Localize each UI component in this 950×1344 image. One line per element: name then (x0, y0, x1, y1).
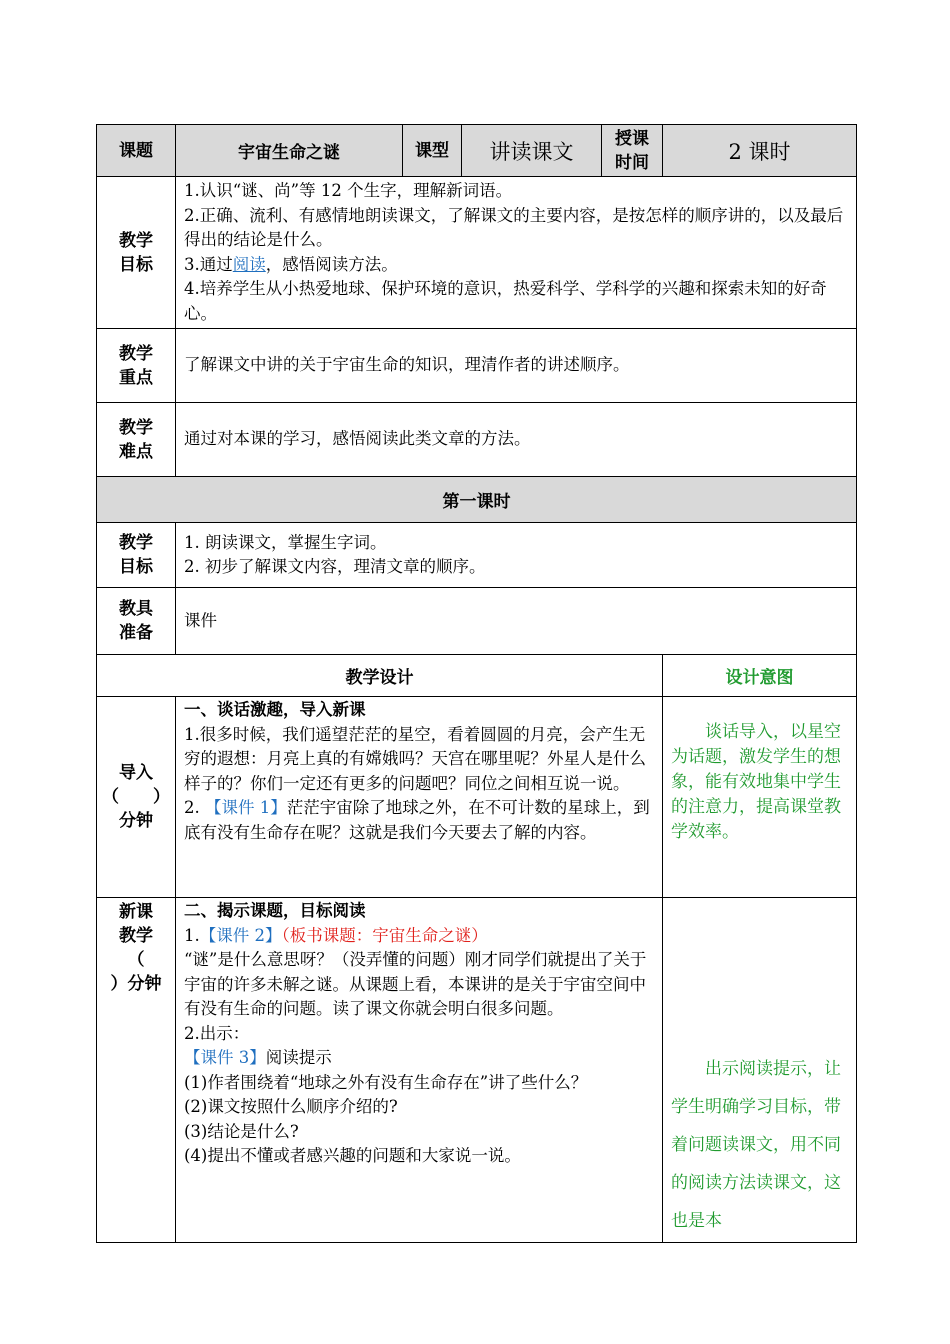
focus-label-line2: 重点 (119, 367, 153, 388)
lesson1-goals-label-line1: 教学 (119, 533, 153, 553)
goals-label (97, 177, 176, 329)
newlesson-label-line1: 新课 (119, 902, 153, 922)
intro-p2-text: 茫茫宇宙除了地球之外，在不可计数的星球上，到底有没有生命存在呢？这就是我们今天要去了解的内容。 (184, 798, 650, 842)
newlesson-content (176, 898, 663, 1243)
tools-label (97, 588, 176, 655)
tools-row (97, 588, 857, 655)
intro-heading: 一、谈话激趣，导入新课 (184, 700, 366, 719)
focus-row (97, 329, 857, 403)
difficulty-row (97, 403, 857, 477)
lesson1-goals-label (97, 523, 176, 588)
lesson1-goals-label-line2: 目标 (119, 557, 153, 577)
time-value: 2 课时 (663, 125, 857, 177)
tools-text: 课件 (176, 588, 857, 655)
intro-intent-cell (663, 697, 857, 898)
goals-label-line1: 教学 (119, 230, 153, 251)
type-value: 讲读课文 (462, 125, 602, 177)
intro-p2-num: 2. (184, 798, 205, 817)
courseware-2-tag: 【课件 2】 (199, 925, 282, 945)
newlesson-label (97, 898, 176, 1243)
goal-item-4: 4.培养学生从小热爱地球、保护环境的意识，热爱科学、学科学的兴趣和探索未知的好奇心。 (184, 279, 827, 323)
goal-item-1: 1.认识“谜、尚”等 12 个生字，理解新词语。 (184, 181, 513, 200)
newlesson-label-line4: ）分钟 (110, 974, 162, 994)
difficulty-label-line1: 教学 (119, 417, 153, 438)
lesson1-title: 第一课时 (97, 477, 857, 523)
goal-item-3-pre: 3.通过 (184, 254, 233, 274)
newlesson-intent: 出示阅读提示，让学生明确学习目标，带着问题读课文，用不同的阅读方法读课文，这也是本 (671, 1059, 841, 1231)
design-header-row (97, 655, 857, 697)
intent-header: 设计意图 (663, 655, 857, 697)
newlesson-p3 (184, 1046, 654, 1071)
tools-label-line1: 教具 (119, 599, 153, 619)
goals-label-line2: 目标 (119, 254, 153, 275)
newlesson-label-line3: （ (127, 950, 145, 970)
newlesson-intent-cell (663, 898, 857, 1243)
intro-p1: 1.很多时候，我们遥望茫茫的星空，看着圆圆的月亮，会产生无穷的遐想：月亮上真的有嫦娥吗？天宫在哪里呢？外星人是什么样子的？你们一定还有更多的问题吧？同位之间相互说一说。 (184, 724, 646, 793)
difficulty-label-line2: 难点 (119, 441, 153, 462)
goals-row (97, 177, 857, 329)
courseware-1-tag: 【课件 1】 (205, 798, 287, 817)
header-row (97, 125, 857, 177)
newlesson-row (97, 898, 857, 1243)
goal-item-3-post: ，感悟阅读方法。 (265, 254, 398, 274)
intro-label-line2: （ ） (102, 787, 170, 807)
intro-label-line3: 分钟 (119, 811, 153, 831)
topic-label: 课题 (97, 125, 176, 177)
intro-intent: 谈话导入，以星空为话题，激发学生的想象，能有效地集中学生的注意力，提高课堂教学效率。 (671, 722, 841, 842)
focus-text: 了解课文中讲的关于宇宙生命的知识，理清作者的讲述顺序。 (176, 329, 857, 403)
lesson1-goals-row (97, 523, 857, 588)
time-label-line2: 时间 (615, 152, 649, 173)
reading-question-2: (2)课文按照什么顺序介绍的? (184, 1097, 398, 1116)
reading-question-4: (4)提出不懂或者感兴趣的问题和大家说一说。 (184, 1146, 521, 1165)
newlesson-label-line2: 教学 (119, 926, 153, 946)
newlesson-p1-head (184, 924, 654, 949)
intro-content (176, 697, 663, 898)
intro-row (97, 697, 857, 898)
type-label: 课型 (403, 125, 462, 177)
difficulty-text: 通过对本课的学习，感悟阅读此类文章的方法。 (176, 403, 857, 477)
newlesson-heading: 二、揭示课题，目标阅读 (184, 901, 366, 920)
intro-label-line1: 导入 (119, 763, 153, 783)
reading-question-1: (1)作者围绕着“地球之外有没有生命存在”讲了些什么？ (184, 1072, 588, 1092)
goals-content (176, 177, 857, 329)
time-label (602, 125, 663, 177)
difficulty-label (97, 403, 176, 477)
focus-label-line1: 教学 (119, 343, 153, 364)
lesson-plan (96, 124, 856, 1243)
reading-question-3: (3)结论是什么? (184, 1121, 299, 1141)
courseware-3-tag: 【课件 3】 (184, 1048, 266, 1067)
reading-link[interactable]: 阅读 (232, 254, 266, 274)
lesson1-goals-content (176, 523, 857, 588)
intro-label (97, 697, 176, 898)
goal-item-3 (184, 253, 856, 278)
time-label-line1: 授课 (615, 128, 649, 149)
newlesson-p2: 2.出示： (184, 1023, 250, 1043)
tools-label-line2: 准备 (119, 623, 153, 643)
goal-item-2: 2.正确、流利、有感情地朗读课文，了解课文的主要内容，是按怎样的顺序讲的，以及最后得出的结论是什么。 (184, 205, 844, 249)
intro-p2 (184, 796, 654, 845)
newlesson-p1-num: 1. (184, 925, 200, 945)
lesson1-goal-1: 1. 朗读课文，掌握生字词。 (184, 532, 387, 552)
design-header: 教学设计 (97, 655, 663, 697)
board-title-note: （板书课题：宇宙生命之谜） (281, 925, 488, 945)
newlesson-p1-text: “谜”是什么意思呀？（没弄懂的问题）刚才同学们就提出了关于宇宙的许多未解之谜。从课题上看，本课讲的是关于宇宙空间中有没有生命的问题。读了课文你就会明白很多问题。 (184, 950, 647, 1018)
focus-label (97, 329, 176, 403)
topic-value: 宇宙生命之谜 (176, 125, 403, 177)
lesson1-goal-2: 2. 初步了解课文内容，理清文章的顺序。 (184, 557, 486, 576)
lesson1-title-row (97, 477, 857, 523)
lesson-plan-table (96, 124, 857, 1243)
reading-tips-title: 阅读提示 (265, 1048, 332, 1067)
